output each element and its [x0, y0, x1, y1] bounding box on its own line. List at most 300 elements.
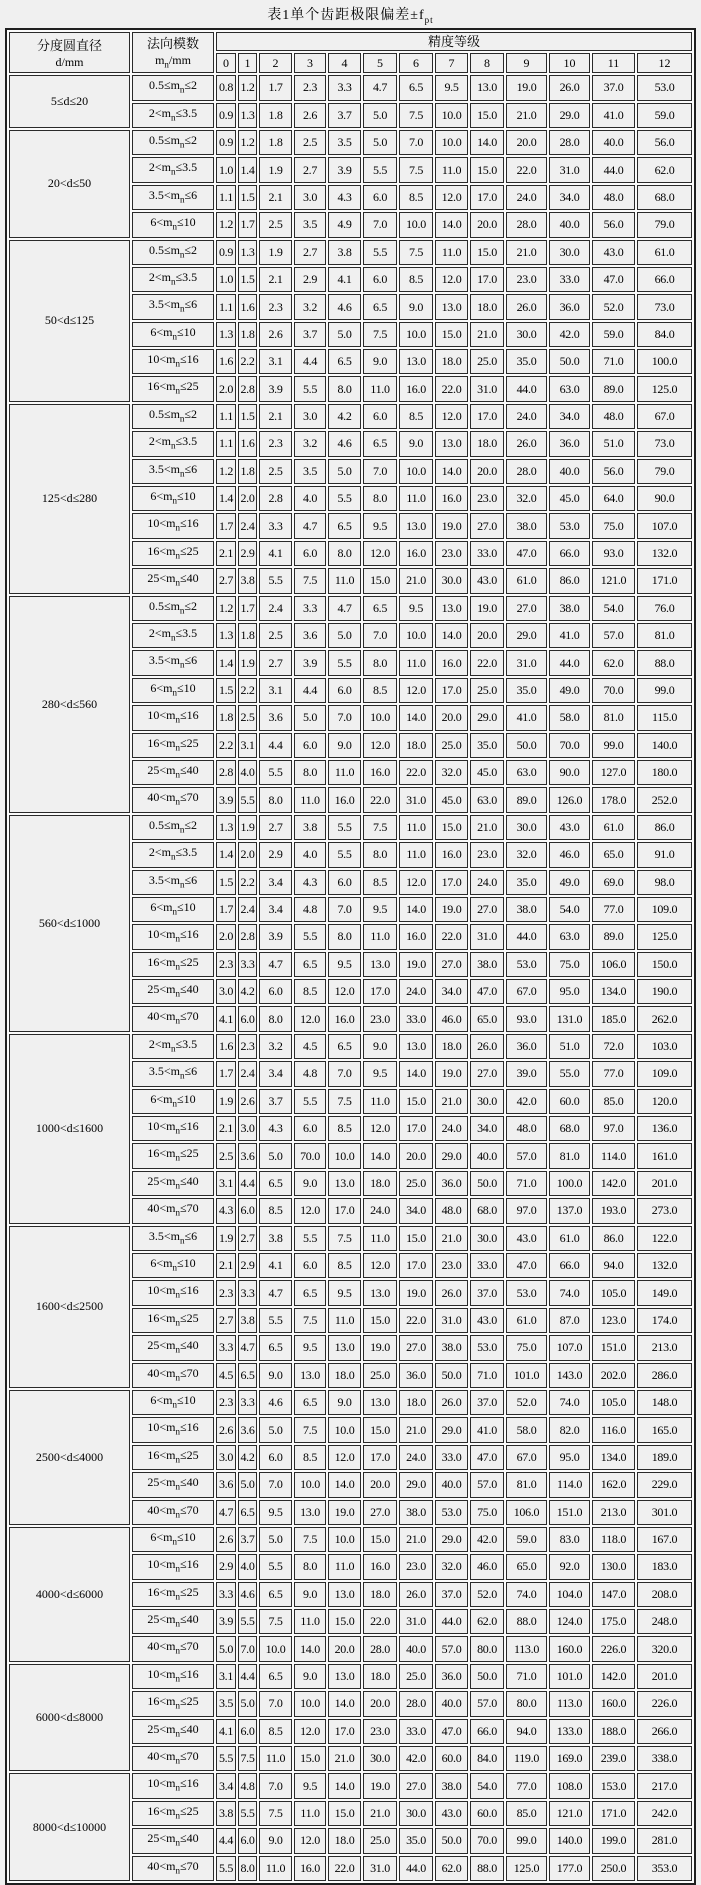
- value-cell: 1.3: [238, 240, 257, 265]
- value-cell: 6.5: [294, 1390, 326, 1415]
- module-range-cell: $6<m_n\le 10$: [132, 1527, 214, 1552]
- module-range-cell: $2<m_n\le 3.5$: [132, 157, 214, 182]
- value-cell: 35.0: [506, 870, 547, 895]
- module-header-label: 法向模数: [146, 35, 199, 51]
- value-cell: 2.1: [216, 1116, 236, 1141]
- value-cell: 5.5: [328, 842, 361, 867]
- table-row: [9, 130, 692, 155]
- value-cell: 3.9: [259, 924, 292, 949]
- value-cell: 13.0: [294, 1363, 326, 1388]
- value-cell: 1.3: [216, 322, 236, 347]
- value-cell: 6.0: [259, 1445, 292, 1470]
- value-cell: 67.0: [506, 979, 547, 1004]
- value-cell: 94.0: [592, 1253, 635, 1278]
- value-cell: 97.0: [506, 1198, 547, 1223]
- value-cell: 30.0: [506, 322, 547, 347]
- value-cell: 101.0: [549, 1664, 590, 1689]
- table-row: [9, 1390, 692, 1415]
- value-cell: 3.4: [259, 897, 292, 922]
- value-cell: 72.0: [592, 1034, 635, 1059]
- value-cell: 33.0: [399, 1006, 433, 1031]
- value-cell: 174.0: [637, 1308, 692, 1333]
- value-cell: 15.0: [294, 1746, 326, 1771]
- value-cell: 21.0: [435, 1226, 468, 1251]
- value-cell: 6.5: [238, 1363, 257, 1388]
- value-cell: 262.0: [637, 1006, 692, 1031]
- value-cell: 185.0: [592, 1006, 635, 1031]
- value-cell: 301.0: [637, 1500, 692, 1525]
- value-cell: 12.0: [294, 1198, 326, 1223]
- value-cell: 2.9: [294, 267, 326, 292]
- value-cell: 11.0: [399, 650, 433, 675]
- value-cell: 3.8: [216, 1801, 236, 1826]
- value-cell: 42.0: [470, 1527, 504, 1552]
- value-cell: 34.0: [549, 404, 590, 429]
- value-cell: 5.5: [294, 376, 326, 401]
- value-cell: 99.0: [592, 733, 635, 758]
- value-cell: 47.0: [592, 267, 635, 292]
- value-cell: 2.6: [294, 103, 326, 128]
- value-cell: 12.0: [363, 541, 397, 566]
- module-range-cell: $16<m_n\le 25$: [132, 1582, 214, 1607]
- value-cell: 31.0: [506, 650, 547, 675]
- value-cell: 103.0: [637, 1034, 692, 1059]
- value-cell: 91.0: [637, 842, 692, 867]
- value-cell: 32.0: [506, 486, 547, 511]
- value-cell: 74.0: [549, 1390, 590, 1415]
- value-cell: 7.5: [328, 1226, 361, 1251]
- value-cell: 107.0: [637, 513, 692, 538]
- value-cell: 24.0: [399, 979, 433, 1004]
- value-cell: 4.7: [328, 596, 361, 621]
- value-cell: 7.0: [363, 212, 397, 237]
- value-cell: 7.0: [328, 897, 361, 922]
- value-cell: 30.0: [470, 1089, 504, 1114]
- value-cell: 16.0: [328, 1006, 361, 1031]
- value-cell: 20.0: [470, 212, 504, 237]
- value-cell: 1.9: [216, 1089, 236, 1114]
- value-cell: 71.0: [470, 1363, 504, 1388]
- value-cell: 27.0: [435, 952, 468, 977]
- value-cell: 75.0: [506, 1335, 547, 1360]
- value-cell: 213.0: [592, 1500, 635, 1525]
- value-cell: 48.0: [435, 1198, 468, 1223]
- value-cell: 2.3: [216, 952, 236, 977]
- value-cell: 6.0: [294, 733, 326, 758]
- value-cell: 140.0: [549, 1828, 590, 1853]
- value-cell: 25.0: [363, 1363, 397, 1388]
- value-cell: 7.0: [328, 1061, 361, 1086]
- value-cell: 0.9: [216, 103, 236, 128]
- value-cell: 47.0: [435, 1719, 468, 1744]
- value-cell: 2.5: [216, 1143, 236, 1168]
- value-cell: 153.0: [592, 1773, 635, 1798]
- value-cell: 48.0: [592, 185, 635, 210]
- pitch-deviation-table: [5, 28, 696, 1885]
- value-cell: 17.0: [470, 404, 504, 429]
- value-cell: 2.7: [238, 1226, 257, 1251]
- value-cell: 4.5: [294, 1034, 326, 1059]
- value-cell: 11.0: [399, 842, 433, 867]
- value-cell: 37.0: [435, 1582, 468, 1607]
- value-cell: 115.0: [637, 705, 692, 730]
- table-title: 表1单个齿距极限偏差$\pm f_{pt}$: [267, 8, 434, 25]
- value-cell: 8.5: [399, 267, 433, 292]
- value-cell: 16.0: [328, 787, 361, 812]
- value-cell: 89.0: [592, 924, 635, 949]
- value-cell: 5.0: [294, 705, 326, 730]
- value-cell: 105.0: [592, 1280, 635, 1305]
- module-range-cell: $2<m_n\le 3.5$: [132, 1034, 214, 1059]
- value-cell: 30.0: [506, 815, 547, 840]
- value-cell: 47.0: [506, 1253, 547, 1278]
- value-cell: 26.0: [470, 1034, 504, 1059]
- value-cell: 59.0: [506, 1527, 547, 1552]
- value-cell: 1.5: [216, 678, 236, 703]
- value-cell: 58.0: [506, 1417, 547, 1442]
- value-cell: 20.0: [399, 1143, 433, 1168]
- value-cell: 8.0: [238, 1856, 257, 1881]
- value-cell: 10.0: [328, 1417, 361, 1442]
- value-cell: 68.0: [470, 1198, 504, 1223]
- value-cell: 165.0: [637, 1417, 692, 1442]
- value-cell: 43.0: [435, 1801, 468, 1826]
- value-cell: 47.0: [506, 541, 547, 566]
- header-row-1: [9, 32, 692, 51]
- value-cell: 29.0: [549, 103, 590, 128]
- value-cell: 9.5: [399, 596, 433, 621]
- module-range-cell: $16<m_n\le 25$: [132, 733, 214, 758]
- value-cell: 30.0: [399, 1801, 433, 1826]
- value-cell: 1.8: [238, 322, 257, 347]
- value-cell: 3.3: [216, 1335, 236, 1360]
- value-cell: 3.1: [238, 733, 257, 758]
- value-cell: 123.0: [592, 1308, 635, 1333]
- value-cell: 199.0: [592, 1828, 635, 1853]
- value-cell: 3.1: [259, 678, 292, 703]
- value-cell: 39.0: [506, 1061, 547, 1086]
- value-cell: 7.0: [259, 1472, 292, 1497]
- value-cell: 38.0: [470, 952, 504, 977]
- value-cell: 10.0: [435, 130, 468, 155]
- module-range-cell: $25<m_n\le 40$: [132, 1609, 214, 1634]
- value-cell: 14.0: [399, 1061, 433, 1086]
- module-range-cell: $10<m_n\le 16$: [132, 349, 214, 374]
- value-cell: 4.7: [259, 952, 292, 977]
- value-cell: 121.0: [549, 1801, 590, 1826]
- diameter-range-cell: 20<d≤50: [9, 130, 130, 238]
- grade-col-header-4: 4: [328, 53, 361, 73]
- value-cell: 18.0: [399, 1390, 433, 1415]
- value-cell: 35.0: [506, 678, 547, 703]
- value-cell: 11.0: [259, 1746, 292, 1771]
- value-cell: 4.4: [238, 1664, 257, 1689]
- value-cell: 11.0: [399, 815, 433, 840]
- value-cell: 11.0: [294, 787, 326, 812]
- value-cell: 1.2: [216, 459, 236, 484]
- value-cell: 21.0: [399, 1527, 433, 1552]
- table-row: [9, 1527, 692, 1552]
- value-cell: 18.0: [470, 431, 504, 456]
- value-cell: 4.7: [294, 513, 326, 538]
- value-cell: 53.0: [470, 1335, 504, 1360]
- value-cell: 6.0: [238, 1198, 257, 1223]
- value-cell: 4.0: [294, 486, 326, 511]
- value-cell: 35.0: [506, 349, 547, 374]
- value-cell: 31.0: [435, 1308, 468, 1333]
- value-cell: 75.0: [592, 513, 635, 538]
- value-cell: 1.6: [216, 349, 236, 374]
- value-cell: 54.0: [549, 897, 590, 922]
- value-cell: 13.0: [435, 431, 468, 456]
- diameter-range-cell: 560<d≤1000: [9, 815, 130, 1032]
- value-cell: 46.0: [549, 842, 590, 867]
- value-cell: 4.6: [238, 1582, 257, 1607]
- value-cell: 2.8: [216, 760, 236, 785]
- value-cell: 13.0: [363, 1390, 397, 1415]
- value-cell: 89.0: [506, 787, 547, 812]
- value-cell: 43.0: [592, 240, 635, 265]
- value-cell: 5.0: [259, 1527, 292, 1552]
- value-cell: 100.0: [549, 1171, 590, 1196]
- value-cell: 75.0: [549, 952, 590, 977]
- module-range-cell: $16<m_n\le 25$: [132, 1143, 214, 1168]
- value-cell: 70.0: [549, 733, 590, 758]
- value-cell: 180.0: [637, 760, 692, 785]
- value-cell: 24.0: [506, 185, 547, 210]
- value-cell: 18.0: [328, 1828, 361, 1853]
- value-cell: 5.5: [259, 760, 292, 785]
- value-cell: 7.5: [238, 1746, 257, 1771]
- module-range-cell: $40<m_n\le 70$: [132, 1363, 214, 1388]
- value-cell: 125.0: [637, 376, 692, 401]
- value-cell: 202.0: [592, 1363, 635, 1388]
- value-cell: 23.0: [470, 842, 504, 867]
- value-cell: 38.0: [506, 513, 547, 538]
- value-cell: 11.0: [328, 1554, 361, 1579]
- value-cell: 5.0: [216, 1636, 236, 1661]
- value-cell: 2.2: [238, 678, 257, 703]
- value-cell: 3.9: [216, 787, 236, 812]
- value-cell: 18.0: [363, 1171, 397, 1196]
- value-cell: 43.0: [470, 1308, 504, 1333]
- module-range-cell: $10<m_n\le 16$: [132, 1116, 214, 1141]
- value-cell: 3.5: [216, 1691, 236, 1716]
- value-cell: 188.0: [592, 1719, 635, 1744]
- value-cell: 8.5: [363, 870, 397, 895]
- value-cell: 18.0: [435, 349, 468, 374]
- value-cell: 4.0: [238, 760, 257, 785]
- value-cell: 116.0: [592, 1417, 635, 1442]
- value-cell: 8.0: [328, 376, 361, 401]
- value-cell: 100.0: [637, 349, 692, 374]
- module-range-cell: $6<m_n\le 10$: [132, 678, 214, 703]
- value-cell: 5.5: [328, 650, 361, 675]
- value-cell: 1.4: [216, 650, 236, 675]
- value-cell: 147.0: [592, 1582, 635, 1607]
- value-cell: 67.0: [506, 1445, 547, 1470]
- value-cell: 4.4: [216, 1828, 236, 1853]
- value-cell: 14.0: [399, 897, 433, 922]
- table-body: [9, 75, 692, 1881]
- value-cell: 5.5: [294, 1226, 326, 1251]
- value-cell: 38.0: [549, 596, 590, 621]
- value-cell: 37.0: [592, 75, 635, 100]
- value-cell: 77.0: [592, 897, 635, 922]
- value-cell: 1.9: [259, 157, 292, 182]
- value-cell: 6.0: [363, 404, 397, 429]
- value-cell: 5.0: [328, 623, 361, 648]
- value-cell: 6.0: [294, 1253, 326, 1278]
- value-cell: 42.0: [506, 1089, 547, 1114]
- value-cell: 3.1: [216, 1171, 236, 1196]
- value-cell: 74.0: [506, 1582, 547, 1607]
- value-cell: 70.0: [470, 1828, 504, 1853]
- value-cell: 45.0: [549, 486, 590, 511]
- value-cell: 4.3: [294, 870, 326, 895]
- value-cell: 6.5: [363, 431, 397, 456]
- value-cell: 62.0: [637, 157, 692, 182]
- module-range-cell: $3.5<m_n\le 6$: [132, 294, 214, 319]
- value-cell: 183.0: [637, 1554, 692, 1579]
- value-cell: 20.0: [328, 1636, 361, 1661]
- value-cell: 53.0: [637, 75, 692, 100]
- value-cell: 32.0: [435, 760, 468, 785]
- module-range-cell: $16<m_n\le 25$: [132, 1801, 214, 1826]
- value-cell: 6.0: [238, 1719, 257, 1744]
- value-cell: 6.5: [363, 294, 397, 319]
- value-cell: 175.0: [592, 1609, 635, 1634]
- value-cell: 8.5: [259, 1719, 292, 1744]
- value-cell: 44.0: [506, 376, 547, 401]
- value-cell: 27.0: [363, 1500, 397, 1525]
- value-cell: 9.5: [435, 75, 468, 100]
- value-cell: 21.0: [399, 568, 433, 593]
- table-row: [9, 75, 692, 100]
- value-cell: 4.1: [216, 1006, 236, 1031]
- grade-col-header-0: 0: [216, 53, 236, 73]
- module-range-cell: $40<m_n\le 70$: [132, 1746, 214, 1771]
- value-cell: 20.0: [363, 1691, 397, 1716]
- value-cell: 6.5: [294, 1280, 326, 1305]
- module-range-cell: $10<m_n\le 16$: [132, 1773, 214, 1798]
- value-cell: 5.5: [328, 815, 361, 840]
- value-cell: 16.0: [399, 376, 433, 401]
- value-cell: 21.0: [328, 1746, 361, 1771]
- value-cell: 16.0: [435, 650, 468, 675]
- value-cell: 85.0: [592, 1089, 635, 1114]
- value-cell: 14.0: [328, 1773, 361, 1798]
- value-cell: 15.0: [470, 157, 504, 182]
- value-cell: 5.5: [363, 157, 397, 182]
- value-cell: 19.0: [435, 897, 468, 922]
- value-cell: 3.2: [294, 431, 326, 456]
- value-cell: 252.0: [637, 787, 692, 812]
- diameter-range-cell: 5≤d≤20: [9, 75, 130, 128]
- value-cell: 11.0: [399, 486, 433, 511]
- value-cell: 101.0: [506, 1363, 547, 1388]
- value-cell: 3.9: [259, 376, 292, 401]
- value-cell: 60.0: [435, 1746, 468, 1771]
- value-cell: 1.4: [238, 157, 257, 182]
- value-cell: 2.7: [259, 815, 292, 840]
- value-cell: 5.0: [328, 459, 361, 484]
- value-cell: 28.0: [549, 130, 590, 155]
- grade-col-header-5: 5: [363, 53, 397, 73]
- value-cell: 65.0: [470, 1006, 504, 1031]
- diameter-range-cell: 6000<d≤8000: [9, 1664, 130, 1772]
- grade-col-header-9: 9: [506, 53, 547, 73]
- value-cell: 2.7: [294, 157, 326, 182]
- value-cell: 26.0: [506, 294, 547, 319]
- value-cell: 6.5: [259, 1171, 292, 1196]
- value-cell: 8.5: [399, 185, 433, 210]
- value-cell: 134.0: [592, 979, 635, 1004]
- value-cell: 1.2: [238, 130, 257, 155]
- grade-col-header-8: 8: [470, 53, 504, 73]
- value-cell: 213.0: [637, 1335, 692, 1360]
- value-cell: 44.0: [435, 1609, 468, 1634]
- value-cell: 30.0: [470, 1226, 504, 1251]
- value-cell: 66.0: [470, 1719, 504, 1744]
- value-cell: 6.5: [294, 952, 326, 977]
- value-cell: 20.0: [363, 1472, 397, 1497]
- diameter-header-label: 分度圆直径: [36, 37, 102, 53]
- value-cell: 26.0: [549, 75, 590, 100]
- diameter-range-cell: 1600<d≤2500: [9, 1226, 130, 1388]
- value-cell: 95.0: [549, 979, 590, 1004]
- value-cell: 49.0: [549, 678, 590, 703]
- value-cell: 17.0: [399, 1116, 433, 1141]
- value-cell: 90.0: [637, 486, 692, 511]
- value-cell: 9.5: [294, 1335, 326, 1360]
- value-cell: 6.0: [363, 267, 397, 292]
- value-cell: 15.0: [435, 815, 468, 840]
- value-cell: 31.0: [470, 376, 504, 401]
- value-cell: 8.5: [399, 404, 433, 429]
- value-cell: 62.0: [592, 650, 635, 675]
- value-cell: 43.0: [470, 568, 504, 593]
- value-cell: 2.4: [238, 1061, 257, 1086]
- value-cell: 151.0: [592, 1335, 635, 1360]
- module-range-cell: $40<m_n\le 70$: [132, 1198, 214, 1223]
- value-cell: 11.0: [435, 240, 468, 265]
- value-cell: 4.8: [294, 1061, 326, 1086]
- value-cell: 50.0: [470, 1171, 504, 1196]
- value-cell: 4.8: [294, 897, 326, 922]
- value-cell: 10.0: [399, 322, 433, 347]
- value-cell: 9.5: [363, 1061, 397, 1086]
- module-range-cell: $10<m_n\le 16$: [132, 1664, 214, 1689]
- value-cell: 4.4: [294, 349, 326, 374]
- value-cell: 1.5: [238, 267, 257, 292]
- value-cell: 40.0: [399, 1636, 433, 1661]
- value-cell: 3.3: [238, 1390, 257, 1415]
- value-cell: 1.7: [216, 1061, 236, 1086]
- value-cell: 281.0: [637, 1828, 692, 1853]
- value-cell: 6.5: [259, 1582, 292, 1607]
- value-cell: 71.0: [506, 1171, 547, 1196]
- module-range-cell: $25<m_n\le 40$: [132, 568, 214, 593]
- value-cell: 2.1: [259, 267, 292, 292]
- value-cell: 2.0: [238, 486, 257, 511]
- value-cell: 33.0: [549, 267, 590, 292]
- value-cell: 17.0: [399, 1253, 433, 1278]
- value-cell: 10.0: [399, 212, 433, 237]
- value-cell: 4.1: [259, 1253, 292, 1278]
- value-cell: 25.0: [470, 349, 504, 374]
- value-cell: 34.0: [399, 1198, 433, 1223]
